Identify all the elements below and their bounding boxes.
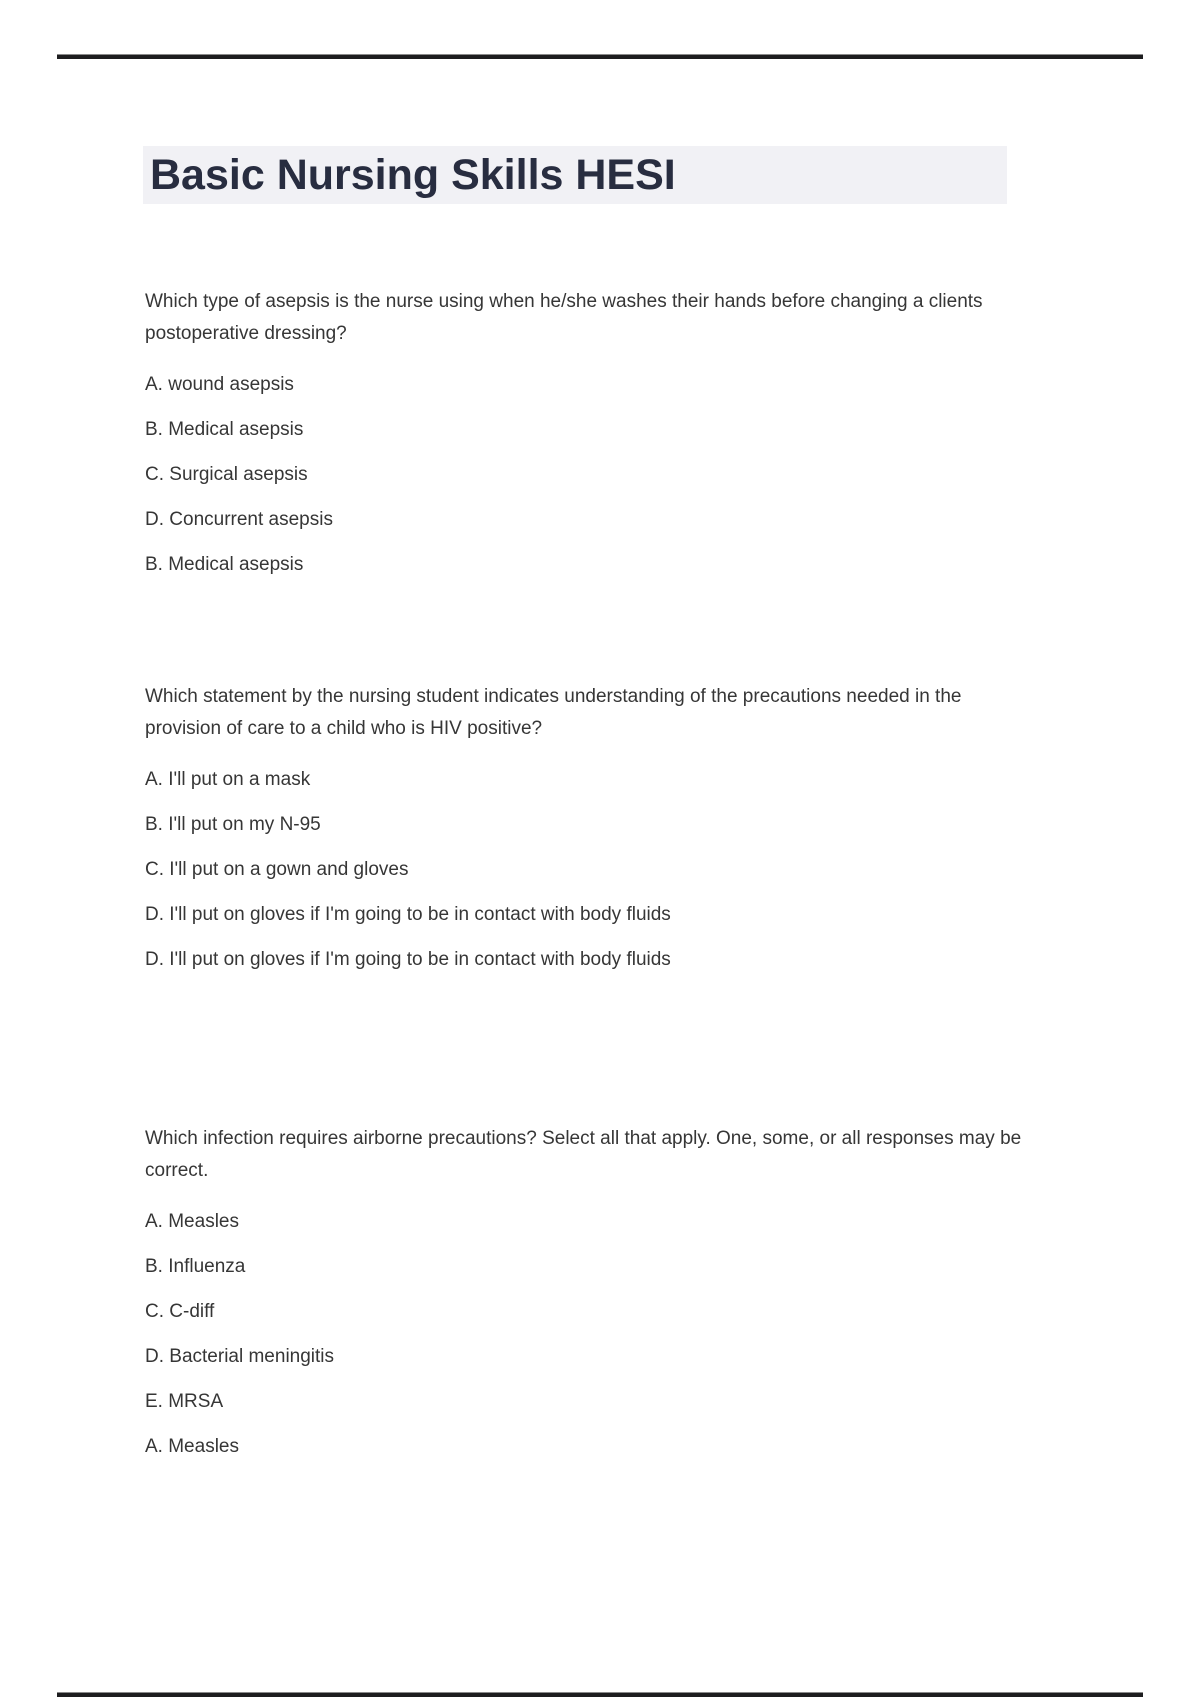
answer-option-d: D. Concurrent asepsis bbox=[145, 509, 333, 530]
question-block-1 bbox=[145, 286, 1070, 581]
answer-option-a: A. I'll put on a mask bbox=[145, 769, 311, 790]
question-text bbox=[145, 1123, 1070, 1187]
question-text bbox=[145, 286, 1070, 350]
answer-option-c: C. I'll put on a gown and gloves bbox=[145, 859, 409, 880]
answer-option-e: E. MRSA bbox=[145, 1391, 224, 1412]
answer-option-b: B. Medical asepsis bbox=[145, 419, 304, 440]
question-text bbox=[145, 681, 1070, 745]
correct-answer: D. I'll put on gloves if I'm going to be in contact with body fluids bbox=[145, 949, 671, 970]
correct-answer: B. Medical asepsis bbox=[145, 554, 304, 575]
document-content bbox=[145, 0, 1070, 1463]
question-line: correct. bbox=[145, 1160, 209, 1181]
answer-option-a: A. wound asepsis bbox=[145, 374, 294, 395]
question-block-2 bbox=[145, 681, 1070, 976]
question-line: provision of care to a child who is HIV positive? bbox=[145, 718, 543, 739]
question-line: Which statement by the nursing student indicates understanding of the precautions needed in the bbox=[145, 686, 962, 707]
answer-option-b: B. Influenza bbox=[145, 1256, 246, 1277]
page-title: Basic Nursing Skills HESI bbox=[150, 151, 676, 199]
answer-option-b: B. I'll put on my N-95 bbox=[145, 814, 321, 835]
answer-option-d: D. I'll put on gloves if I'm going to be in contact with body fluids bbox=[145, 904, 671, 925]
answer-option-a: A. Measles bbox=[145, 1211, 239, 1232]
question-line: postoperative dressing? bbox=[145, 323, 347, 344]
question-line: Which infection requires airborne precautions? Select all that apply. One, some, or all responses may be bbox=[145, 1128, 1022, 1149]
correct-answer: A. Measles bbox=[145, 1436, 239, 1457]
answer-option-c: C. C-diff bbox=[145, 1301, 215, 1322]
answer-option-d: D. Bacterial meningitis bbox=[145, 1346, 335, 1367]
answer-option-c: C. Surgical asepsis bbox=[145, 464, 308, 485]
bottom-rule-divider bbox=[57, 1692, 1143, 1697]
question-line: Which type of asepsis is the nurse using when he/she washes their hands before changing a clients bbox=[145, 291, 983, 312]
question-block-3 bbox=[145, 1123, 1070, 1463]
